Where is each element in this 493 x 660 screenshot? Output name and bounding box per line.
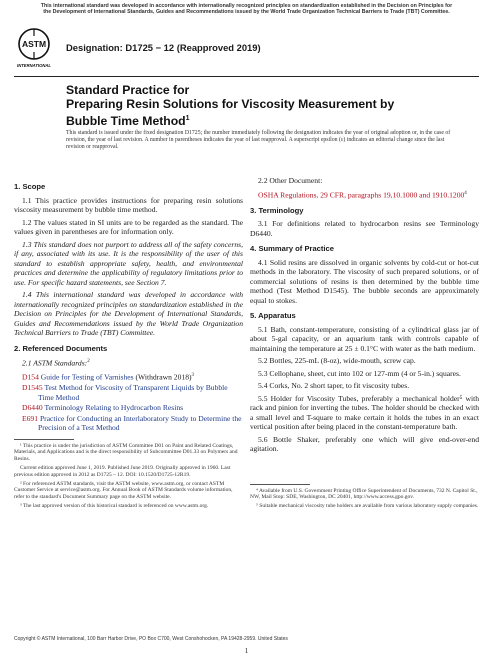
title-line-1: Standard Practice for <box>66 83 190 97</box>
footnote: ³ The last approved version of this historical standard is referenced on www.astm.org. <box>20 502 209 509</box>
para-5-3: 5.3 Cellophane, sheet, cut into 102 or 127-mm (4 or 5-in.) squares. <box>258 368 461 378</box>
summary-heading: 4. Summary of Practice <box>250 244 334 254</box>
left-column <box>14 176 243 512</box>
para-5-2: 5.2 Bottles, 225-mL (8-oz), wide-mouth, screw cap. <box>258 356 416 366</box>
title-line-2: Preparing Resin Solutions for Viscosity Measurement by <box>66 96 395 111</box>
reference-title[interactable]: Test Method for Viscosity of Transparent Liquids by Bubble Time Method <box>38 383 228 402</box>
astm-standards-label: 2.1 ASTM Standards:$^2$ <box>22 358 90 368</box>
footnote: ² For referenced ASTM standards, visit the ASTM website, www.astm.org, or contact ASTM Customer Service at service@astm.org. For Annual Book of ASTM Standards volume information, refer to the standard's Document Summary page on the ASTM website. <box>14 480 233 501</box>
right-footnotes <box>250 488 479 510</box>
reference-code[interactable]: D6440 <box>22 403 45 413</box>
title-line-3: Bubble Time Method$^1$ <box>66 113 190 128</box>
para-1-3: 1.3 This standard does not purport to address all of the safety concerns, if any, associated with its use. It is the responsibility of the user of this standard to establish appropriate safety, health, and environmental practices and determine the applicability of regulatory limitations prior to use. For specific hazard statements, see Section 7. <box>14 239 243 287</box>
para-5-4: 5.4 Corks, No. 2 short taper, to fit viscosity tubes. <box>258 381 410 391</box>
terminology-heading: 3. Terminology <box>250 205 304 215</box>
reference-code[interactable]: E691 <box>22 413 40 423</box>
wto-notice: This international standard was developed in accordance with internationally recognized principles on standardization established in the Decision on Principles for the Development of International Standards, Guides and Recommendations issued by the World Trade Organization Technical Barriers to Trade (TBT) Committee. <box>40 3 453 16</box>
right-column <box>250 176 479 512</box>
apparatus-heading: 5. Apparatus <box>250 311 296 321</box>
para-2-2: 2.2 Other Document: <box>258 176 323 185</box>
svg-text:ASTM: ASTM <box>21 39 47 49</box>
para-1-1: 1.1 This practice provides instructions for preparing resin solutions viscosity measurement by bubble time method. <box>14 195 243 214</box>
designation: Designation: D1725 − 12 (Reapproved 2019) <box>66 42 261 53</box>
footnote: ¹ This practice is under the jurisdiction of ASTM Committee D01 on Paint and Related Coatings, Materials, and Applications and is the direct responsibility of Subcommittee D01.33 on Polymers and Resins. <box>14 442 238 463</box>
para-5-6: 5.6 Bottle Shaker, preferably one which will give end-over-end agitation. <box>250 434 479 454</box>
footnote-divider <box>14 439 74 440</box>
page-number: 1 <box>244 647 249 655</box>
reference-item[interactable] <box>22 414 243 433</box>
reference-title[interactable]: Terminology Relating to Hydrocarbon Resins <box>44 403 184 413</box>
para-4-1: 4.1 Solid resins are dissolved in organic solvents by cold-cut or hot-cut methods in the laboratory. The viscosity of such prepared solutions, or of commercial solutions of resins is then determined by the bubble time method (Test Method D1545). The bubble seconds are approximately equal to stokes. <box>250 257 479 305</box>
reference-list <box>14 371 243 433</box>
astm-logo <box>14 26 54 70</box>
reference-code[interactable]: D1545 <box>22 383 45 393</box>
reference-title[interactable]: Guide for Testing of Varnishes <box>40 372 134 382</box>
svg-text:INTERNATIONAL: INTERNATIONAL <box>17 63 51 68</box>
para-3-1: 3.1 For definitions related to hydrocarbon resins see Terminology D6440. <box>250 219 479 238</box>
footnote-divider-right <box>250 484 310 485</box>
copyright-footer: Copyright © ASTM International, 100 Barr Harbor Drive, PO Box C700, West Conshohocken, PA 19428-2959. United States <box>14 636 288 642</box>
reference-item[interactable] <box>22 371 243 382</box>
reference-item[interactable] <box>22 403 243 413</box>
reference-item[interactable] <box>22 383 243 402</box>
document-title <box>66 84 456 128</box>
para-5-1: 5.1 Bath, constant-temperature, consisting of a cylindrical glass jar of about 5-gal capacity, or an aquarium tank with controls capable of maintaining the temperature at 25 ± 0.1°C with water as the bath medium. <box>250 324 479 353</box>
reference-note: (Withdrawn 2018) <box>133 372 192 382</box>
para-1-2: 1.2 The values stated in SI units are to be regarded as the standard. The values given in parentheses are for information only. <box>14 217 243 236</box>
footnote: ⁴ Available from U.S. Government Printing Office Superintendent of Documents, 732 N. Capitol St., NW, Mail Stop: SDE, Washington, DC 20401, http://www.access.gpo.gov. <box>250 487 478 501</box>
footnote: ⁵ Suitable mechanical viscosity tube holders are available from various laboratory supply companies. <box>256 503 479 510</box>
footnote-marker: 3 <box>191 373 195 379</box>
osha-reference[interactable]: OSHA Regulations, 29 CFR, paragraphs 19,10.1000 and 1910.1200$^4$ <box>258 190 467 200</box>
header-divider <box>14 76 479 77</box>
para-1-4: 1.4 This international standard was developed in accordance with internationally recognized principles on standardization established in the Decision on Principles for the Development of International Standards, Guides and Recommendations issued by the World Trade Organization Technical Barriers to Trade (TBT) Committee. <box>14 290 243 337</box>
left-footnotes <box>14 443 243 510</box>
scope-heading: 1. Scope <box>14 182 46 191</box>
footnote: Current edition approved June 1, 2019. Published June 2019. Originally approved in 1960. Last previous edition approved in 2012 as D1725 – 12. DOI: 10.1520/D1725-12R19. <box>14 464 231 478</box>
para-5-5: 5.5 Holder for Viscosity Tubes, preferably a mechanical holder⁵ with rack and pinion for inverting the tubes. The holder should be checked with a small level and T-square to make certain it holds the tubes in an exact vertical position after being placed in the constant-temperature bath. <box>250 393 479 432</box>
reference-title[interactable]: Practice for Conducting an Interlaboratory Study to Determine the Precision of a Test Method <box>38 413 242 433</box>
referenced-docs-heading: 2. Referenced Documents <box>14 343 108 353</box>
standard-note: This standard is issued under the fixed designation D1725; the number immediately following the designation indicates the year of original adoption or, in the case of revision, the year of last revision. A number in parentheses indicates the year of last reapproval. A superscript epsilon (ε) indicates an editorial change since the last revision or reapproval. <box>66 130 451 151</box>
reference-code[interactable]: D154 <box>22 372 41 382</box>
